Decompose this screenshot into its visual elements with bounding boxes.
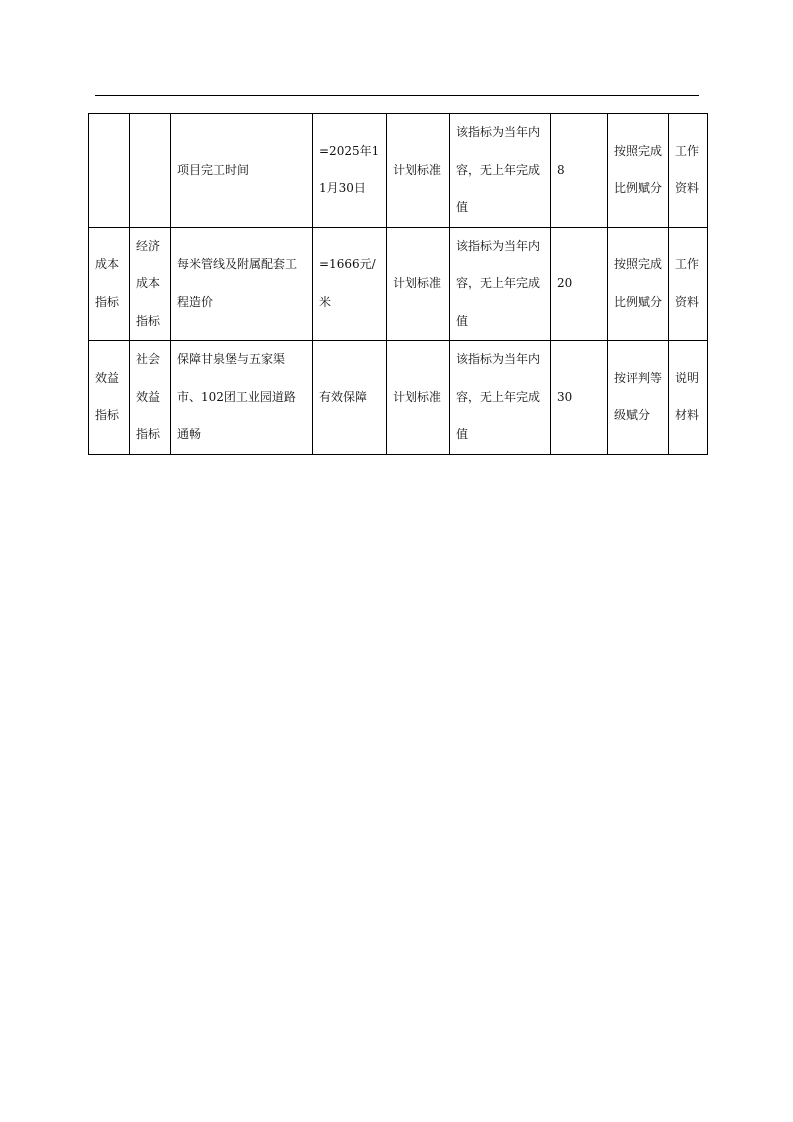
standard-cell: 计划标准 (387, 341, 450, 455)
target-value-cell: 有效保障 (313, 341, 387, 455)
table-row (89, 227, 708, 341)
secondary-indicator-cell: 社会效益指标 (130, 341, 171, 455)
scoring-method-cell: 按照完成比例赋分 (608, 114, 669, 228)
indicator-name-cell: 每米管线及附属配套工程造价 (171, 227, 313, 341)
scoring-method-cell: 按照完成比例赋分 (608, 227, 669, 341)
evidence-cell: 说明材料 (669, 341, 708, 455)
standard-cell: 计划标准 (387, 227, 450, 341)
target-value-cell: =1666元/米 (313, 227, 387, 341)
basis-cell: 该指标为当年内容，无上年完成值 (450, 341, 551, 455)
target-value-cell: =2025年11月30日 (313, 114, 387, 228)
indicator-name-cell: 项目完工时间 (171, 114, 313, 228)
indicator-name-cell: 保障甘泉堡与五家渠市、102团工业园道路通畅 (171, 341, 313, 455)
weight-cell: 8 (551, 114, 608, 228)
header-rule (95, 95, 699, 96)
primary-indicator-cell: 成本指标 (89, 227, 130, 341)
standard-cell: 计划标准 (387, 114, 450, 228)
evidence-cell: 工作资料 (669, 114, 708, 228)
table-row (89, 114, 708, 228)
primary-indicator-cell (89, 114, 130, 228)
table-row (89, 341, 708, 455)
weight-cell: 30 (551, 341, 608, 455)
basis-cell: 该指标为当年内容，无上年完成值 (450, 227, 551, 341)
primary-indicator-cell: 效益指标 (89, 341, 130, 455)
secondary-indicator-cell (130, 114, 171, 228)
scoring-method-cell: 按评判等级赋分 (608, 341, 669, 455)
evidence-cell: 工作资料 (669, 227, 708, 341)
basis-cell: 该指标为当年内容，无上年完成值 (450, 114, 551, 228)
weight-cell: 20 (551, 227, 608, 341)
secondary-indicator-cell: 经济成本指标 (130, 227, 171, 341)
performance-indicator-table (88, 113, 708, 455)
